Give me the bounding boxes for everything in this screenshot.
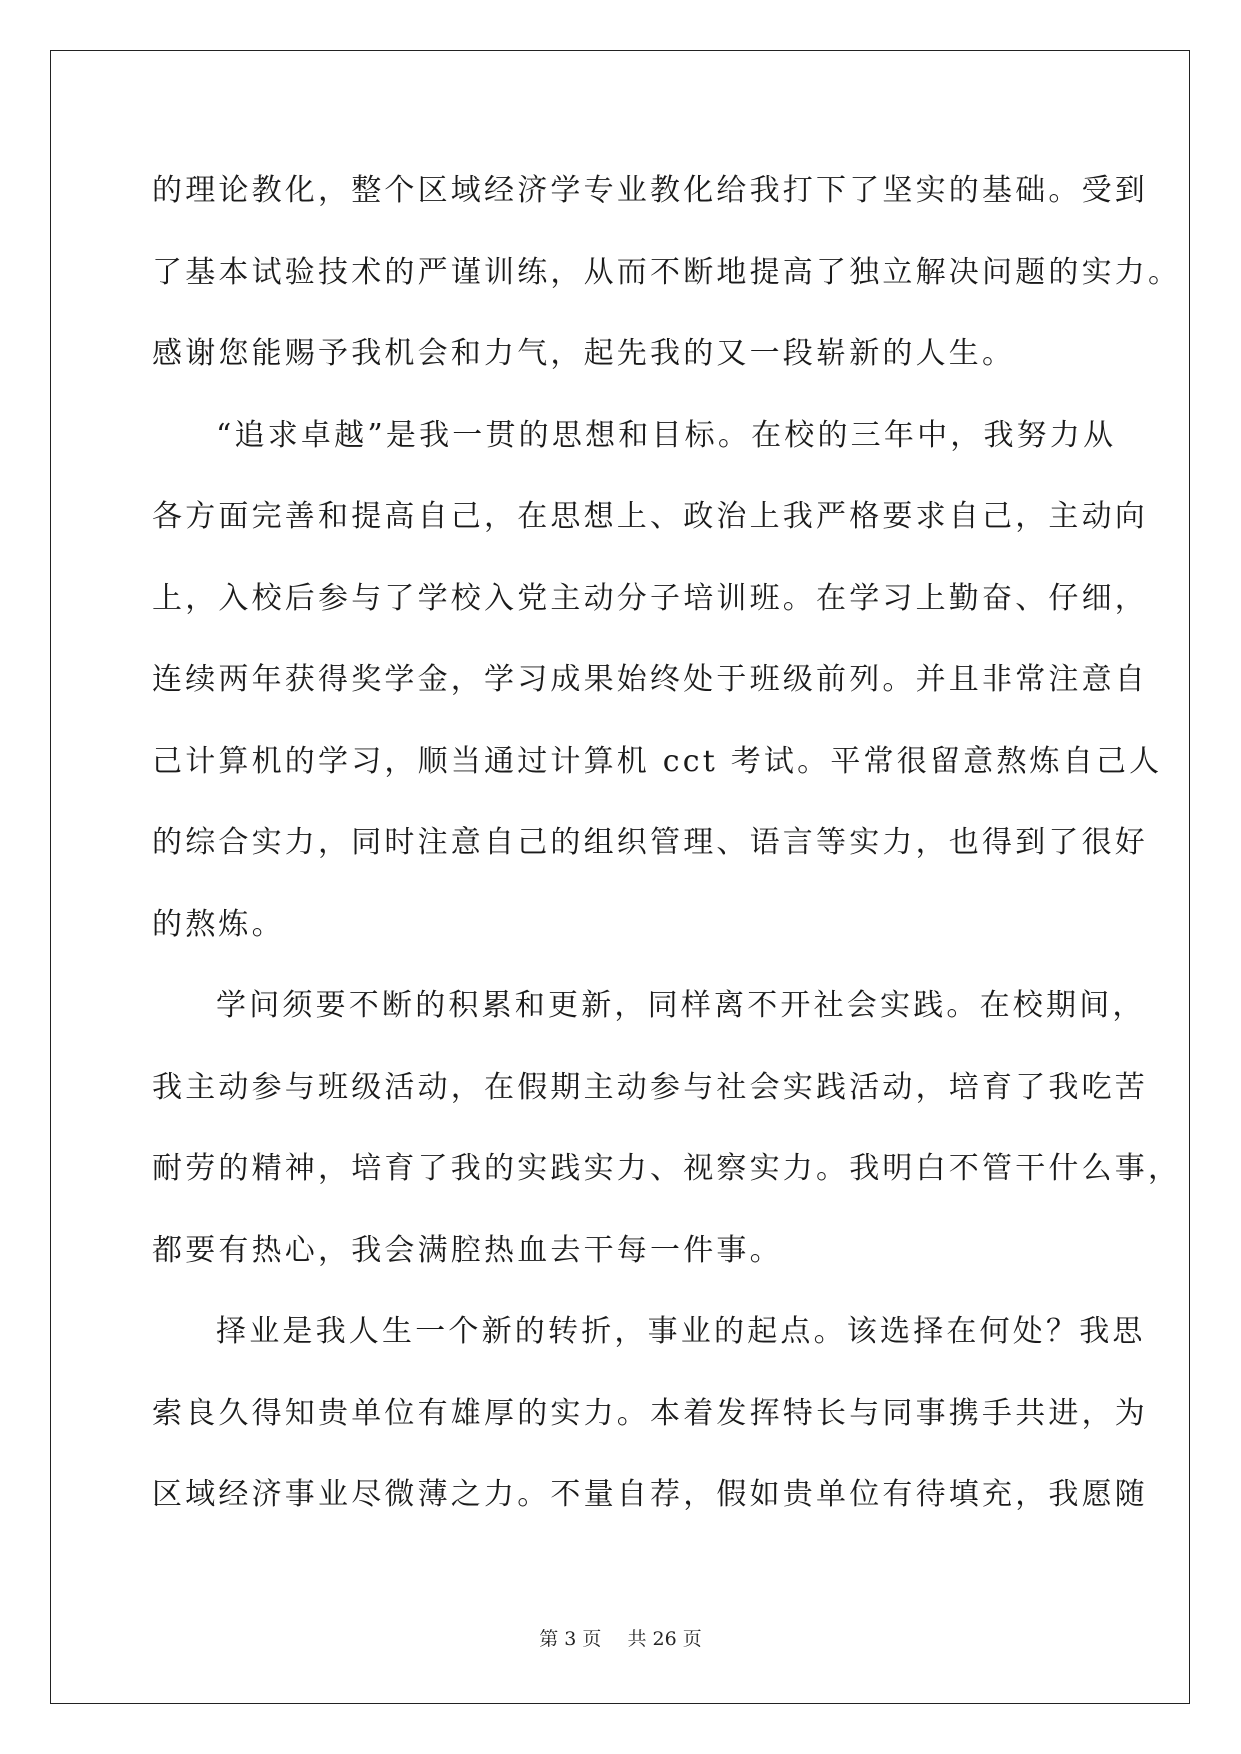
text-line: 我主动参与班级活动，在假期主动参与社会实践活动，培育了我吃苦	[152, 1069, 1148, 1105]
paragraph-start-line: 学问须要不断的积累和更新，同样离不开社会实践。在校期间，	[216, 988, 1146, 1023]
text-line: 索良久得知贵单位有雄厚的实力。本着发挥特长与同事携手共进，为	[152, 1395, 1148, 1431]
text-line: 己计算机的学习，顺当通过计算机 cct 考试。平常很留意熬炼自己人	[152, 743, 1163, 779]
text-line: 的熬炼。	[152, 906, 285, 942]
text-line: 了基本试验技术的严谨训练，从而不断地提高了独立解决问题的实力。	[152, 254, 1182, 290]
text-line: 区域经济事业尽微薄之力。不量自荐，假如贵单位有待填充，我愿随	[152, 1477, 1148, 1512]
text-line: 各方面完善和提高自己，在思想上、政治上我严格要求自己，主动向	[152, 499, 1148, 534]
paragraph-start-line: “追求卓越”是我一贯的思想和目标。在校的三年中，我努力从	[216, 417, 1117, 453]
text-line: 感谢您能赐予我机会和力气，起先我的又一段崭新的人生。	[152, 336, 1016, 371]
text-line: 的理论教化，整个区域经济学专业教化给我打下了坚实的基础。受到	[152, 173, 1148, 208]
page-number: 第 3 页	[539, 1628, 602, 1650]
text-line: 上，入校后参与了学校入党主动分子培训班。在学习上勤奋、仔细，	[152, 580, 1148, 616]
page-total: 共 26 页	[627, 1628, 702, 1650]
text-line: 耐劳的精神，培育了我的实践实力、视察实力。我明白不管干什么事，	[152, 1151, 1182, 1186]
text-line: 连续两年获得奖学金，学习成果始终处于班级前列。并且非常注意自	[152, 662, 1148, 697]
paragraph-start-line: 择业是我人生一个新的转折，事业的起点。该选择在何处？我思	[216, 1314, 1146, 1349]
page-footer	[0, 1624, 1241, 1651]
text-line: 的综合实力，同时注意自己的组织管理、语言等实力，也得到了很好	[152, 825, 1148, 860]
text-line: 都要有热心，我会满腔热血去干每一件事。	[152, 1232, 783, 1268]
document-body	[152, 162, 1182, 1548]
